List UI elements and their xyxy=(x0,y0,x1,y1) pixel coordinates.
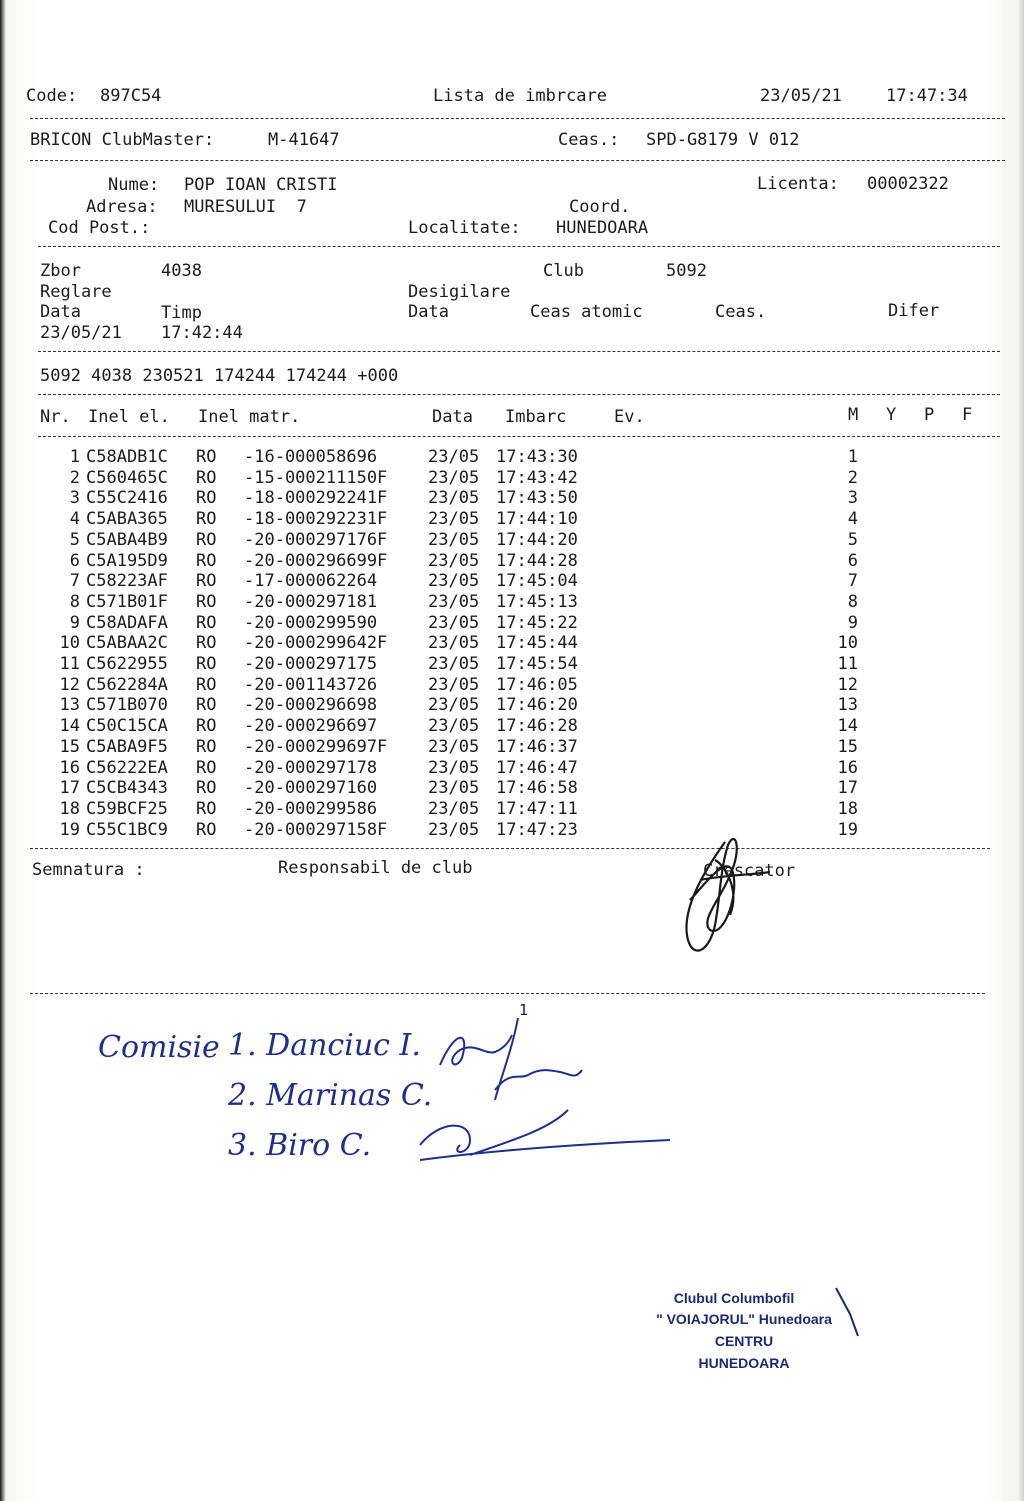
row-inel-matr: -20-001143726 xyxy=(244,674,378,695)
row-time: 17:43:42 xyxy=(496,467,578,488)
row-inel-matr: -18-000292241F xyxy=(244,488,388,509)
row-inel-el: C5ABAA2C xyxy=(86,633,168,654)
row-inel-matr: -20-000296699F xyxy=(244,550,388,571)
row-inel-matr: -20-000297181 xyxy=(244,591,378,612)
row-inel-el: C560465C xyxy=(86,467,168,488)
row-date: 23/05 xyxy=(428,447,480,467)
row-time: 17:46:05 xyxy=(496,674,578,695)
row-date: 23/05 xyxy=(428,798,480,819)
row-nr: 12 xyxy=(59,674,80,695)
table-row xyxy=(48,799,948,819)
table-row xyxy=(48,571,948,591)
row-inel-matr: -15-000211150F xyxy=(244,467,388,488)
col-nr: Nr. xyxy=(40,407,71,427)
col-p: P xyxy=(924,405,935,425)
col-inel-el: Inel el. xyxy=(88,407,170,427)
row-country: RO xyxy=(196,467,217,488)
club-value: 5092 xyxy=(666,261,707,281)
row-nr: 8 xyxy=(69,591,80,612)
stamp-line-4: HUNEDOARA xyxy=(698,1355,790,1371)
signature-label: Semnatura : xyxy=(32,860,145,880)
row-nr: 17 xyxy=(59,778,80,799)
row-inel-matr: -20-000296697 xyxy=(244,716,378,737)
col-imbarc: Imbarc xyxy=(505,407,567,427)
row-country: RO xyxy=(196,488,217,509)
row-time: 17:44:10 xyxy=(496,509,578,530)
table-row xyxy=(48,778,948,798)
divider xyxy=(38,246,1000,247)
row-country: RO xyxy=(196,819,217,840)
row-inel-el: C58ADB1C xyxy=(86,447,168,467)
row-inel-matr: -18-000292231F xyxy=(244,509,388,530)
flight-value: 4038 xyxy=(161,261,202,281)
row-m: 1 xyxy=(847,447,858,467)
col-inel-matr: Inel matr. xyxy=(198,407,301,427)
row-country: RO xyxy=(196,674,217,695)
row-m: 15 xyxy=(837,736,858,757)
table-row xyxy=(48,758,948,778)
row-inel-matr: -16-000058696 xyxy=(244,447,378,467)
row-inel-el: C56222EA xyxy=(86,757,168,778)
license-value: 00002322 xyxy=(867,174,949,194)
row-inel-matr: -20-000297178 xyxy=(244,757,378,778)
row-nr: 4 xyxy=(69,509,80,530)
row-date: 23/05 xyxy=(428,674,480,695)
code-value: 897C54 xyxy=(100,86,162,106)
row-inel-el: C5ABA9F5 xyxy=(86,736,168,757)
row-inel-el: C5ABA4B9 xyxy=(86,529,168,550)
table-row xyxy=(48,716,948,736)
table-row xyxy=(48,820,948,840)
row-country: RO xyxy=(196,654,217,674)
row-inel-matr: -20-000296698 xyxy=(244,695,378,716)
row-date: 23/05 xyxy=(428,654,480,674)
address-label: Adresa: xyxy=(86,197,158,217)
stamp-line-1: Clubul Columbofil xyxy=(673,1290,795,1306)
row-inel-el: C58223AF xyxy=(86,571,168,592)
row-inel-matr: -20-000299697F xyxy=(244,736,388,757)
table-row xyxy=(48,468,948,488)
row-date: 23/05 xyxy=(428,467,480,488)
row-country: RO xyxy=(196,757,217,778)
row-nr: 7 xyxy=(69,571,80,592)
clubmaster-value: M-41647 xyxy=(268,130,340,150)
row-inel-el: C55C2416 xyxy=(86,488,168,509)
row-date: 23/05 xyxy=(428,633,480,654)
row-m: 18 xyxy=(837,798,858,819)
address-value: MURESULUI 7 xyxy=(184,197,307,217)
divider xyxy=(30,848,990,849)
divider xyxy=(38,351,1000,352)
row-m: 8 xyxy=(847,591,858,612)
row-inel-el: C50C15CA xyxy=(86,716,168,737)
table-row xyxy=(48,551,948,571)
table-row xyxy=(48,592,948,612)
row-time: 17:46:20 xyxy=(496,695,578,716)
row-time: 17:46:58 xyxy=(496,778,578,799)
row-inel-el: C562284A xyxy=(86,674,168,695)
row-inel-el: C571B01F xyxy=(86,591,168,612)
row-date: 23/05 xyxy=(428,529,480,550)
row-nr: 2 xyxy=(69,467,80,488)
row-date: 23/05 xyxy=(428,509,480,530)
row-inel-el: C5CB4343 xyxy=(86,778,168,799)
document-title: Lista de imbrcare xyxy=(433,86,607,106)
row-m: 5 xyxy=(847,529,858,550)
row-m: 2 xyxy=(847,467,858,488)
row-nr: 15 xyxy=(59,736,80,757)
row-nr: 1 xyxy=(69,447,80,467)
row-country: RO xyxy=(196,529,217,550)
row-country: RO xyxy=(196,447,217,467)
row-country: RO xyxy=(196,695,217,716)
row-inel-matr: -20-000297176F xyxy=(244,529,388,550)
row-time: 17:47:23 xyxy=(496,819,578,840)
row-m: 6 xyxy=(847,550,858,571)
row-time: 17:46:37 xyxy=(496,736,578,757)
table-row xyxy=(48,695,948,715)
row-nr: 6 xyxy=(69,550,80,571)
row-m: 13 xyxy=(837,695,858,716)
header-date: 23/05/21 xyxy=(760,86,842,106)
row-date: 23/05 xyxy=(428,591,480,612)
divider xyxy=(38,436,1000,437)
locality-label: Localitate: xyxy=(408,218,521,238)
row-inel-matr: -20-000299590 xyxy=(244,612,378,633)
row-inel-el: C59BCF25 xyxy=(86,798,168,819)
row-inel-matr: -17-000062264 xyxy=(244,571,378,592)
divider xyxy=(38,394,1000,395)
divider xyxy=(30,160,1005,161)
row-date: 23/05 xyxy=(428,550,480,571)
col-data: Data xyxy=(432,407,473,427)
table-row xyxy=(48,509,948,529)
row-m: 17 xyxy=(837,778,858,799)
row-inel-el: C58ADAFA xyxy=(86,612,168,633)
stamp-line-2: " VOIAJORUL" Hunedoara xyxy=(656,1311,832,1327)
page-number: 1 xyxy=(519,1001,529,1019)
header-time: 17:47:34 xyxy=(886,86,968,106)
row-m: 19 xyxy=(837,819,858,840)
row-nr: 13 xyxy=(59,695,80,716)
row-time: 17:45:22 xyxy=(496,612,578,633)
table-row xyxy=(48,675,948,695)
row-m: 3 xyxy=(847,488,858,509)
row-country: RO xyxy=(196,716,217,737)
time-label: Timp xyxy=(161,303,202,323)
row-time: 17:45:13 xyxy=(496,591,578,612)
postal-code-label: Cod Post.: xyxy=(48,218,151,238)
coord-label: Coord. xyxy=(569,197,631,217)
row-nr: 10 xyxy=(59,633,80,654)
divider xyxy=(30,993,985,994)
table-row xyxy=(48,530,948,550)
row-m: 16 xyxy=(837,757,858,778)
row-country: RO xyxy=(196,550,217,571)
name-value: POP IOAN CRISTI xyxy=(184,175,338,195)
stamp-border-mark xyxy=(828,1284,868,1344)
atomic-clock-label: Ceas atomic xyxy=(530,302,643,322)
adjust-time-value: 17:42:44 xyxy=(161,323,243,343)
col-ev: Ev. xyxy=(614,407,645,427)
clubmaster-label: BRICON ClubMaster: xyxy=(30,130,215,150)
col-m: M xyxy=(848,405,859,425)
table-row xyxy=(48,737,948,757)
club-label: Club xyxy=(543,261,584,281)
table-row xyxy=(48,633,948,653)
commission-label: Comisie xyxy=(98,1030,220,1065)
row-inel-el: C571B070 xyxy=(86,695,168,716)
col-f: F xyxy=(962,405,973,425)
row-inel-matr: -20-000299642F xyxy=(244,633,388,654)
row-country: RO xyxy=(196,778,217,799)
row-date: 23/05 xyxy=(428,571,480,592)
row-time: 17:45:54 xyxy=(496,654,578,674)
row-date: 23/05 xyxy=(428,695,480,716)
row-inel-el: C5622955 xyxy=(86,654,168,674)
club-responsible-label: Responsabil de club xyxy=(278,858,473,878)
unseal-date-label: Data xyxy=(408,302,449,322)
row-time: 17:45:04 xyxy=(496,571,578,592)
row-nr: 19 xyxy=(59,819,80,840)
row-time: 17:46:47 xyxy=(496,757,578,778)
row-country: RO xyxy=(196,736,217,757)
row-country: RO xyxy=(196,633,217,654)
commission-member-2: 2. Marinas C. xyxy=(228,1078,433,1113)
row-inel-el: C55C1BC9 xyxy=(86,819,168,840)
divider xyxy=(30,118,1005,119)
table-row xyxy=(48,654,948,674)
row-nr: 11 xyxy=(59,654,80,674)
locality-value: HUNEDOARA xyxy=(556,218,649,238)
col-y: Y xyxy=(886,405,897,425)
license-label: Licenta: xyxy=(757,174,839,194)
row-inel-matr: -20-000297158F xyxy=(244,819,388,840)
row-country: RO xyxy=(196,798,217,819)
clock-label: Ceas.: xyxy=(558,130,620,150)
row-nr: 5 xyxy=(69,529,80,550)
row-date: 23/05 xyxy=(428,612,480,633)
stamp-line-3: CENTRU xyxy=(714,1333,774,1349)
row-time: 17:46:28 xyxy=(496,716,578,737)
row-m: 4 xyxy=(847,509,858,530)
adjust-date-value: 23/05/21 xyxy=(40,323,122,343)
row-inel-el: C5ABA365 xyxy=(86,509,168,530)
row-time: 17:44:20 xyxy=(496,529,578,550)
row-inel-matr: -20-000297175 xyxy=(244,654,378,674)
row-nr: 16 xyxy=(59,757,80,778)
row-date: 23/05 xyxy=(428,778,480,799)
commission-member-1: 1. Danciuc I. xyxy=(228,1028,421,1063)
row-date: 23/05 xyxy=(428,716,480,737)
row-nr: 3 xyxy=(69,488,80,509)
commission-signatures xyxy=(400,1010,670,1180)
row-m: 14 xyxy=(837,716,858,737)
date-label: Data xyxy=(40,302,81,322)
row-nr: 9 xyxy=(69,612,80,633)
diff-label: Difer xyxy=(888,301,940,321)
row-time: 17:47:11 xyxy=(496,798,578,819)
row-country: RO xyxy=(196,591,217,612)
row-m: 10 xyxy=(837,633,858,654)
row-time: 17:44:28 xyxy=(496,550,578,571)
row-date: 23/05 xyxy=(428,757,480,778)
code-label: Code: xyxy=(26,86,78,106)
row-time: 17:43:30 xyxy=(496,447,578,467)
row-country: RO xyxy=(196,612,217,633)
clock-col-label: Ceas. xyxy=(715,302,767,322)
row-date: 23/05 xyxy=(428,736,480,757)
row-nr: 18 xyxy=(59,798,80,819)
commission-member-3: 3. Biro C. xyxy=(228,1128,372,1163)
row-m: 12 xyxy=(837,674,858,695)
table-row xyxy=(48,447,948,467)
row-inel-matr: -20-000297160 xyxy=(244,778,378,799)
row-date: 23/05 xyxy=(428,488,480,509)
row-m: 9 xyxy=(847,612,858,633)
table-row xyxy=(48,613,948,633)
flight-label: Zbor xyxy=(40,261,81,281)
row-nr: 14 xyxy=(59,716,80,737)
row-inel-el: C5A195D9 xyxy=(86,550,168,571)
row-inel-matr: -20-000299586 xyxy=(244,798,378,819)
breeder-signature xyxy=(670,830,780,965)
row-time: 17:43:50 xyxy=(496,488,578,509)
name-label: Nume: xyxy=(108,175,160,195)
row-m: 11 xyxy=(837,654,858,674)
clock-value: SPD-G8179 V 012 xyxy=(646,130,800,150)
adjust-label: Reglare xyxy=(40,282,112,302)
row-m: 7 xyxy=(847,571,858,592)
table-row xyxy=(48,488,948,508)
row-time: 17:45:44 xyxy=(496,633,578,654)
row-country: RO xyxy=(196,509,217,530)
unseal-label: Desigilare xyxy=(408,282,511,302)
row-country: RO xyxy=(196,571,217,592)
summary-line: 5092 4038 230521 174244 174244 +000 xyxy=(40,366,399,386)
row-date: 23/05 xyxy=(428,819,480,840)
breeder-label: Crescator xyxy=(703,861,796,881)
